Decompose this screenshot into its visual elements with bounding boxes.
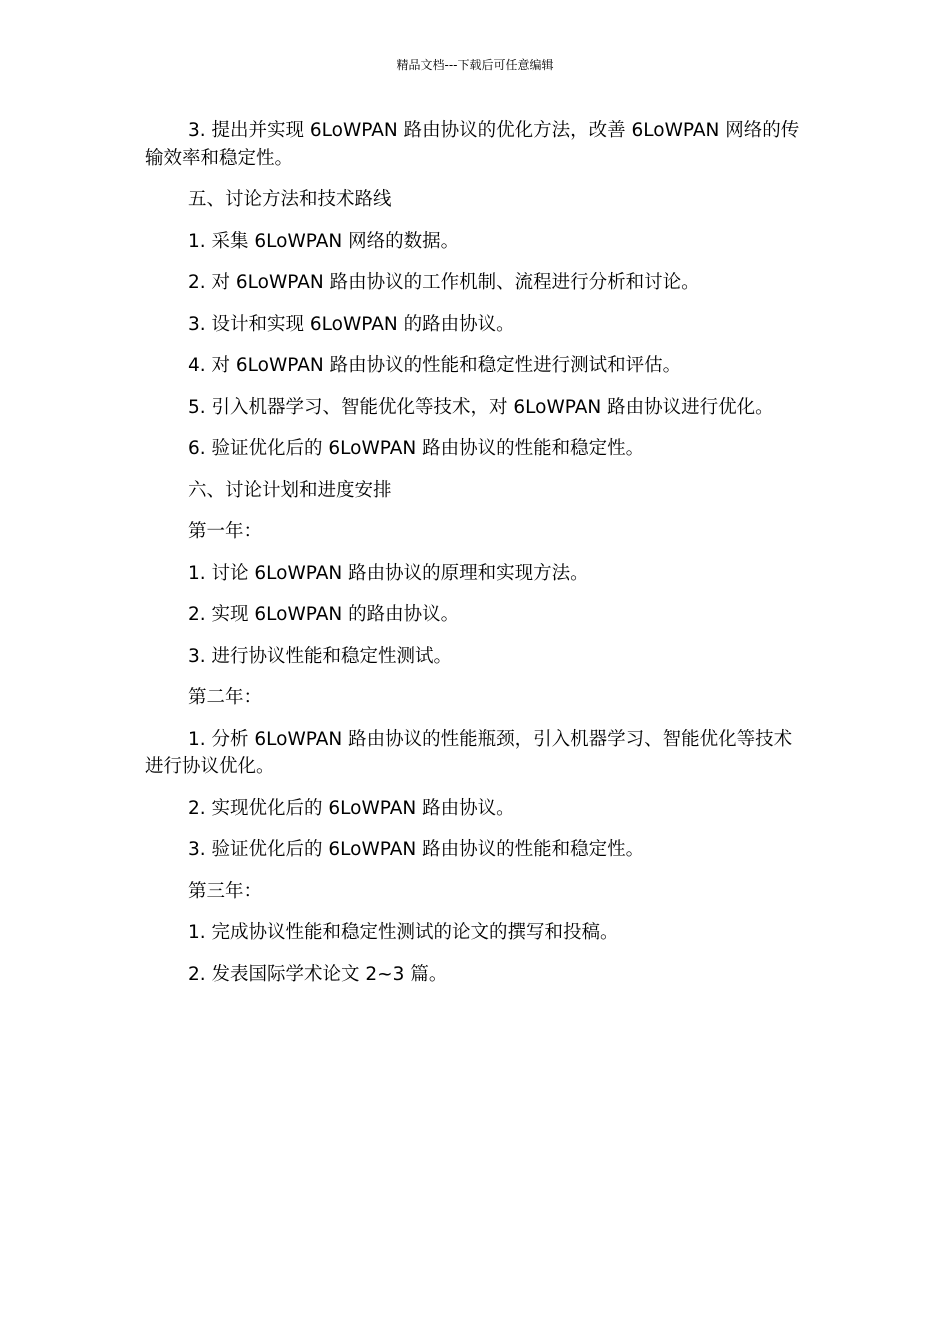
list-item: 3. 验证优化后的 6LoWPAN 路由协议的性能和稳定性。 [188,839,645,860]
list-item: 2. 发表国际学术论文 2~3 篇。 [188,963,448,985]
list-item: 2. 实现 6LoWPAN 的路由协议。 [188,604,460,625]
list-item: 2. 对 6LoWPAN 路由协议的工作机制、流程进行分析和讨论。 [188,272,700,293]
paragraph-goal-3: 3. 提出并实现 6LoWPAN 路由协议的优化方法，改善 6LoWPAN 网络的传输效率和稳定性。 [145,120,800,169]
section-heading-schedule: 六、讨论计划和进度安排 [188,479,392,501]
list-item: 4. 对 6LoWPAN 路由协议的性能和稳定性进行测试和评估。 [188,355,682,376]
document-body [145,117,807,1002]
list-item: 2. 实现优化后的 6LoWPAN 路由协议。 [188,797,515,819]
list-item: 5. 引入机器学习、智能优化等技术，对 6LoWPAN 路由协议进行优化。 [188,396,774,418]
list-item: 6. 验证优化后的 6LoWPAN 路由协议的性能和稳定性。 [188,438,645,459]
year-heading-3: 第三年： [188,880,263,902]
list-item: 1. 分析 6LoWPAN 路由协议的性能瓶颈，引入机器学习、智能优化等技术进行协议优化。 [145,728,793,777]
list-item: 3. 进行协议性能和稳定性测试。 [188,645,453,667]
list-item: 3. 设计和实现 6LoWPAN 的路由协议。 [188,313,515,335]
year-heading-1: 第一年： [188,521,263,542]
list-item: 1. 讨论 6LoWPAN 路由协议的原理和实现方法。 [188,562,589,584]
section-heading-methods: 五、讨论方法和技术路线 [188,189,392,210]
list-item: 1. 采集 6LoWPAN 网络的数据。 [188,230,460,252]
list-item: 1. 完成协议性能和稳定性测试的论文的撰写和投稿。 [188,922,619,943]
year-heading-2: 第二年： [188,687,263,708]
page-header: 精品文档---下载后可任意编辑 [396,58,554,72]
